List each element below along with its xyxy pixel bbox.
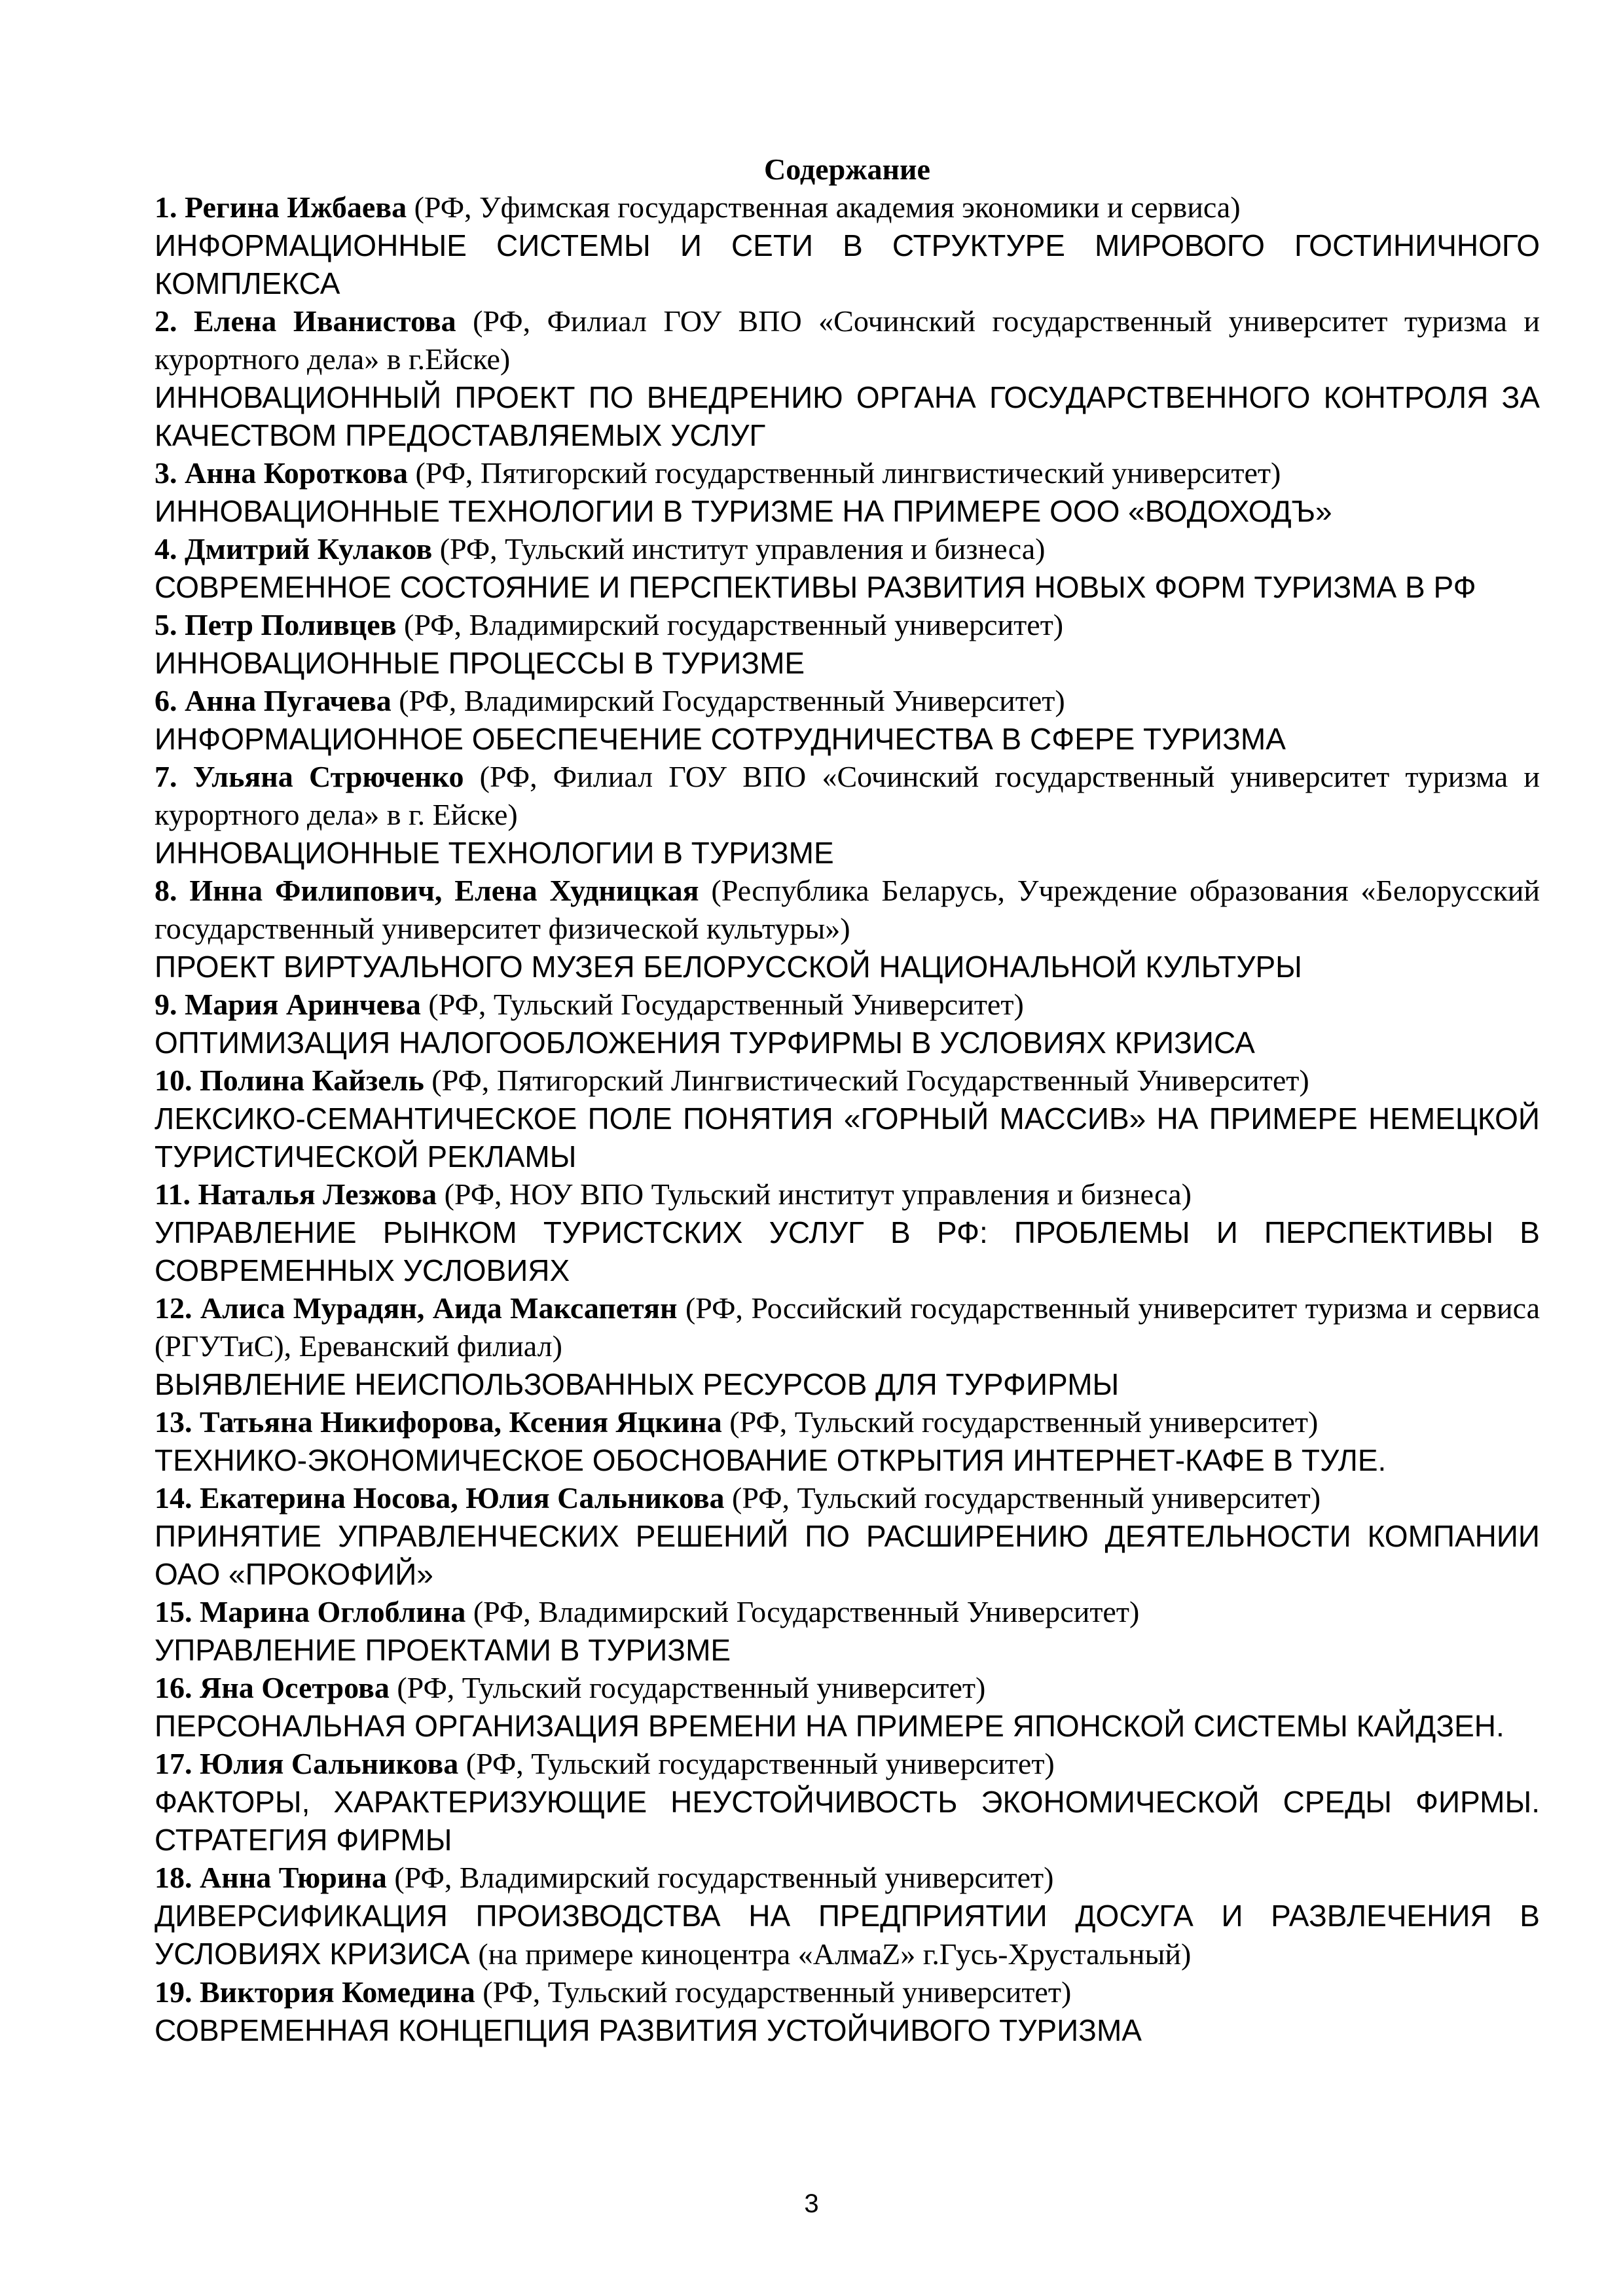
entry-authors: Наталья Лезжова (198, 1177, 437, 1211)
contents-entry (155, 188, 1540, 302)
entry-authors: Регина Ижбаева (185, 190, 407, 224)
contents-entry (155, 872, 1540, 986)
entry-affiliation: (РФ, Владимирский Государственный Университет) (473, 1595, 1140, 1628)
entry-topic (155, 1517, 1540, 1593)
entry-topic (155, 2011, 1540, 2049)
page-title: Содержание (764, 152, 930, 186)
entry-authors: Екатерина Носова, Юлия Сальникова (200, 1481, 725, 1515)
entry-affiliation: (РФ, Тульский государственный университет) (465, 1747, 1055, 1780)
entry-topic (155, 226, 1540, 302)
entry-number: 9. (155, 988, 177, 1021)
entry-number: 18. (155, 1861, 192, 1894)
entry-number: 12. (155, 1291, 192, 1325)
entry-affiliation: (Республика Беларусь, Учреждение образования «Белорусский государственный университет физической культуры») (155, 874, 1541, 945)
entry-topic (155, 1897, 1540, 1973)
entry-affiliation: (РФ, Филиал ГОУ ВПО «Сочинский государственный университет туризма и курортного дела» в г. Ейске) (155, 760, 1541, 831)
entry-number: 15. (155, 1595, 192, 1628)
entry-affiliation: (РФ, Тульский институт управления и бизнеса) (439, 532, 1046, 565)
entry-topic-text: ПЕРСОНАЛЬНАЯ ОРГАНИЗАЦИЯ ВРЕМЕНИ НА ПРИМЕРЕ ЯПОНСКОЙ СИСТЕМЫ КАЙДЗЕН. (155, 1709, 1504, 1743)
entry-authors: Ульяна Стрюченко (192, 760, 464, 793)
entry-topic-text: ДИВЕРСИФИКАЦИЯ ПРОИЗВОДСТВА НА ПРЕДПРИЯТИИ ДОСУГА И РАЗВЛЕЧЕНИЯ В УСЛОВИЯХ КРИЗИСА (155, 1899, 1540, 1971)
entry-affiliation: (РФ, Владимирский Государственный Университет) (399, 684, 1065, 717)
entry-heading (155, 1175, 1540, 1213)
entry-authors: Полина Кайзель (200, 1064, 424, 1097)
entry-authors: Инна Филипович, Елена Худницкая (189, 874, 699, 907)
entry-authors: Елена Иванистова (194, 304, 456, 338)
entry-affiliation: (РФ, Пятигорский Лингвистический Государственный Университет) (431, 1064, 1309, 1097)
entry-affiliation: (РФ, Уфимская государственная академия экономики и сервиса) (414, 190, 1241, 224)
entry-number: 14. (155, 1481, 192, 1515)
entry-authors: Мария Аринчева (185, 988, 421, 1021)
entry-heading (155, 454, 1540, 492)
entry-heading (155, 1062, 1540, 1100)
entry-authors: Анна Короткова (185, 456, 408, 490)
entry-heading (155, 1403, 1540, 1441)
entry-number: 17. (155, 1747, 192, 1780)
entry-topic-text: ОПТИМИЗАЦИЯ НАЛОГООБЛОЖЕНИЯ ТУРФИРМЫ В УСЛОВИЯХ КРИЗИСА (155, 1026, 1255, 1060)
entry-heading (155, 530, 1540, 568)
entry-topic (155, 568, 1540, 606)
entry-topic-text: ИННОВАЦИОННЫЕ ПРОЦЕССЫ В ТУРИЗМЕ (155, 646, 805, 680)
entry-number: 8. (155, 874, 177, 907)
entry-authors: Яна Осетрова (200, 1671, 390, 1704)
entry-topic-text: СОВРЕМЕННОЕ СОСТОЯНИЕ И ПЕРСПЕКТИВЫ РАЗВИТИЯ НОВЫХ ФОРМ ТУРИЗМА В РФ (155, 570, 1476, 604)
entry-number: 7. (155, 760, 177, 793)
entry-authors: Марина Оглоблина (200, 1595, 466, 1628)
entry-heading (155, 606, 1540, 644)
entry-topic (155, 644, 1540, 682)
entry-authors: Анна Тюрина (200, 1861, 387, 1894)
entry-heading (155, 986, 1540, 1024)
entry-topic-text: СОВРЕМЕННАЯ КОНЦЕПЦИЯ РАЗВИТИЯ УСТОЙЧИВОГО ТУРИЗМА (155, 2013, 1142, 2047)
entry-affiliation: (РФ, Тульский государственный университет) (397, 1671, 986, 1704)
entry-topic (155, 1100, 1540, 1175)
entry-number: 6. (155, 684, 177, 717)
entry-topic (155, 1213, 1540, 1289)
entry-number: 13. (155, 1405, 192, 1439)
entry-topic-text: ИНФОРМАЦИОННОЕ ОБЕСПЕЧЕНИЕ СОТРУДНИЧЕСТВА В СФЕРЕ ТУРИЗМА (155, 722, 1286, 756)
contents-entry (155, 530, 1540, 606)
entry-topic (155, 1783, 1540, 1859)
entry-topic-text: ИННОВАЦИОННЫЕ ТЕХНОЛОГИИ В ТУРИЗМЕ (155, 836, 834, 870)
contents-entry (155, 454, 1540, 530)
contents-entry (155, 758, 1540, 872)
entry-topic-note: (на примере киноцентра «АлмаZ» г.Гусь-Хрустальный) (478, 1937, 1192, 1971)
entry-number: 1. (155, 190, 177, 224)
entry-authors: Анна Пугачева (185, 684, 392, 717)
entry-affiliation: (РФ, Российский государственный университет туризма и сервиса (РГУТиС), Ереванский филиал) (155, 1291, 1541, 1363)
entry-heading (155, 1289, 1540, 1365)
entry-topic-text: ТЕХНИКО-ЭКОНОМИЧЕСКОЕ ОБОСНОВАНИЕ ОТКРЫТИЯ ИНТЕРНЕТ-КАФЕ В ТУЛЕ. (155, 1443, 1387, 1477)
entry-number: 19. (155, 1975, 192, 2009)
contents-entry (155, 1593, 1540, 1669)
contents-entry (155, 1859, 1540, 1973)
entry-number: 10. (155, 1064, 192, 1097)
entry-authors: Юлия Сальникова (200, 1747, 459, 1780)
entry-heading (155, 1745, 1540, 1783)
entry-topic (155, 1024, 1540, 1062)
contents-entry (155, 682, 1540, 758)
entry-heading (155, 758, 1540, 834)
contents-entry (155, 1479, 1540, 1593)
entry-heading (155, 682, 1540, 720)
entry-number: 11. (155, 1177, 191, 1211)
entry-topic (155, 834, 1540, 872)
entry-heading (155, 188, 1540, 226)
contents-entry (155, 1403, 1540, 1479)
entry-number: 16. (155, 1671, 192, 1704)
entry-topic (155, 1707, 1540, 1745)
entry-topic-text: ФАКТОРЫ, ХАРАКТЕРИЗУЮЩИЕ НЕУСТОЙЧИВОСТЬ ЭКОНОМИЧЕСКОЙ СРЕДЫ ФИРМЫ. СТРАТЕГИЯ ФИРМЫ (155, 1785, 1540, 1857)
entry-affiliation: (РФ, Владимирский государственный университет) (394, 1861, 1054, 1894)
entry-affiliation: (РФ, Тульский государственный университет) (483, 1975, 1072, 2009)
contents-entry (155, 1669, 1540, 1745)
contents-entry (155, 1289, 1540, 1403)
entry-authors: Виктория Комедина (200, 1975, 475, 2009)
entry-number: 2. (155, 304, 177, 338)
entry-heading (155, 1479, 1540, 1517)
entry-heading (155, 1593, 1540, 1631)
entry-authors: Дмитрий Кулаков (185, 532, 433, 565)
entry-topic (155, 1365, 1540, 1403)
contents-entry (155, 1062, 1540, 1175)
contents-entry (155, 1175, 1540, 1289)
entry-affiliation: (РФ, Тульский государственный университет) (729, 1405, 1319, 1439)
entry-authors: Алиса Мурадян, Аида Максапетян (200, 1291, 678, 1325)
contents-list (155, 188, 1540, 2049)
entry-topic-text: ИНФОРМАЦИОННЫЕ СИСТЕМЫ И СЕТИ В СТРУКТУРЕ МИРОВОГО ГОСТИНИЧНОГО КОМПЛЕКСА (155, 228, 1540, 300)
entry-topic-text: УПРАВЛЕНИЕ РЫНКОМ ТУРИСТСКИХ УСЛУГ В РФ: ПРОБЛЕМЫ И ПЕРСПЕКТИВЫ В СОВРЕМЕННЫХ УСЛОВИЯХ (155, 1215, 1540, 1287)
entry-topic-text: ИННОВАЦИОННЫЙ ПРОЕКТ ПО ВНЕДРЕНИЮ ОРГАНА ГОСУДАРСТВЕННОГО КОНТРОЛЯ ЗА КАЧЕСТВОМ ПРЕДОСТАВЛЯЕМЫХ УСЛУГ (155, 380, 1540, 452)
entry-affiliation: (РФ, Владимирский государственный университет) (404, 608, 1064, 641)
entry-topic (155, 1441, 1540, 1479)
entry-topic (155, 948, 1540, 986)
entry-topic (155, 378, 1540, 454)
entry-affiliation: (РФ, Пятигорский государственный лингвистический университет) (415, 456, 1281, 490)
contents-entry (155, 1973, 1540, 2049)
contents-entry (155, 1745, 1540, 1859)
entry-number: 3. (155, 456, 177, 490)
entry-topic-text: ПРОЕКТ ВИРТУАЛЬНОГО МУЗЕЯ БЕЛОРУССКОЙ НАЦИОНАЛЬНОЙ КУЛЬТУРЫ (155, 950, 1302, 984)
entry-heading (155, 1973, 1540, 2011)
entry-heading (155, 1669, 1540, 1707)
entry-affiliation: (РФ, НОУ ВПО Тульский институт управления и бизнеса) (444, 1177, 1192, 1211)
entry-topic-text: ВЫЯВЛЕНИЕ НЕИСПОЛЬЗОВАННЫХ РЕСУРСОВ ДЛЯ ТУРФИРМЫ (155, 1367, 1120, 1401)
entry-topic (155, 720, 1540, 758)
entry-number: 4. (155, 532, 177, 565)
page-number: 3 (804, 2189, 819, 2218)
document-page (155, 151, 1540, 2049)
entry-heading (155, 302, 1540, 378)
entry-topic-text: ПРИНЯТИЕ УПРАВЛЕНЧЕСКИХ РЕШЕНИЙ ПО РАСШИРЕНИЮ ДЕЯТЕЛЬНОСТИ КОМПАНИИ ОАО «ПРОКОФИЙ» (155, 1519, 1540, 1591)
entry-topic-text: УПРАВЛЕНИЕ ПРОЕКТАМИ В ТУРИЗМЕ (155, 1633, 731, 1667)
entry-affiliation: (РФ, Филиал ГОУ ВПО «Сочинский государственный университет туризма и курортного дела» в г.Ейске) (155, 304, 1540, 376)
contents-entry (155, 606, 1540, 682)
entry-affiliation: (РФ, Тульский государственный университет) (732, 1481, 1321, 1515)
entry-topic-text: ЛЕКСИКО-СЕМАНТИЧЕСКОЕ ПОЛЕ ПОНЯТИЯ «ГОРНЫЙ МАССИВ» НА ПРИМЕРЕ НЕМЕЦКОЙ ТУРИСТИЧЕСКОЙ РЕКЛАМЫ (155, 1102, 1540, 1174)
contents-entry (155, 302, 1540, 454)
entry-number: 5. (155, 608, 177, 641)
entry-authors: Татьяна Никифорова, Ксения Яцкина (200, 1405, 722, 1439)
entry-topic-text: ИННОВАЦИОННЫЕ ТЕХНОЛОГИИ В ТУРИЗМЕ НА ПРИМЕРЕ ООО «ВОДОХОДЪ» (155, 494, 1332, 528)
entry-authors: Петр Поливцев (185, 608, 397, 641)
entry-heading (155, 1859, 1540, 1897)
contents-entry (155, 986, 1540, 1062)
entry-topic (155, 492, 1540, 530)
entry-heading (155, 872, 1540, 948)
entry-affiliation: (РФ, Тульский Государственный Университет) (428, 988, 1024, 1021)
entry-topic (155, 1631, 1540, 1669)
